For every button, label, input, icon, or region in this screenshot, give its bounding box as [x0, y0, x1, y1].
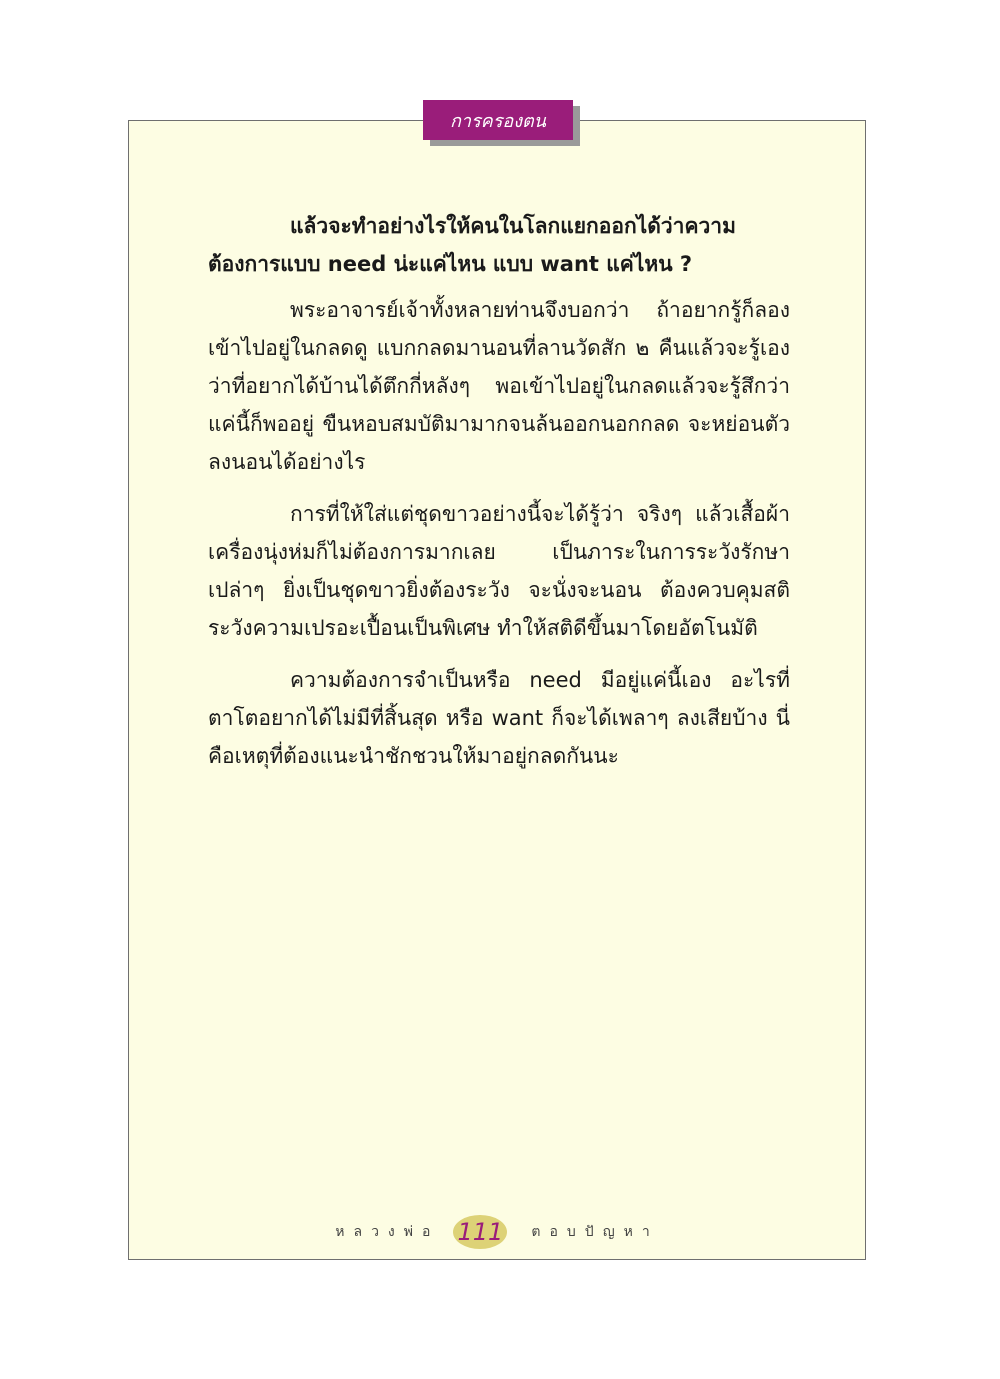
paragraph-2: การที่ให้ใส่แต่ชุดขาวอย่างนี้จะได้รู้ว่า จริงๆ แล้วเสื้อผ้าเครื่องนุ่งห่มก็ไม่ต้องการมากเลย เป็นภาระในการระวังรักษาเปล่าๆ ยิ่งเป็นชุดขาวยิ่งต้องระวัง จะนั่งจะนอน ต้องควบคุมสติ ระวังความเปรอะเปื้อนเป็นพิเศษ ทำให้สติดีขึ้นมาโดยอัตโนมัติ [208, 502, 790, 640]
paragraph-1: พระอาจารย์เจ้าทั้งหลายท่านจึงบอกว่า ถ้าอยากรู้ก็ลองเข้าไปอยู่ในกลดดู แบกกลดมานอนที่ลานวัดสัก ๒ คืนแล้วจะรู้เองว่าที่อยากได้บ้านได้ตึกกี่หลังๆ พอเข้าไปอยู่ในกลดแล้วจะรู้สึกว่า แค่นี้ก็พออยู่ ขืนหอบสมบัติมามากจนล้นออกนอกกลด จะหย่อนตัวลงนอนได้อย่างไร [208, 298, 790, 474]
section-title-tab [423, 100, 573, 140]
footer-book-title-left: หลวงพ่อ [335, 1224, 440, 1240]
footer-book-title-right: ตอบปัญหา [531, 1224, 659, 1240]
page-number-badge [453, 1215, 507, 1249]
section-title: การครองตน [450, 110, 546, 132]
paragraph-3: ความต้องการจำเป็นหรือ need มีอยู่แค่นี้เอง อะไรที่ตาโตอยากได้ไม่มีที่สิ้นสุด หรือ want ก็จะได้เพลาๆ ลงเสียบ้าง นี่คือเหตุที่ต้องแนะนำชักชวนให้มาอยู่กลดกันนะ [208, 668, 790, 768]
article-body [208, 207, 790, 789]
page-footer [128, 1212, 866, 1252]
page-number: 111 [457, 1218, 504, 1246]
question-heading: แล้วจะทำอย่างไรให้คนในโลกแยกออกได้ว่าความต้องการแบบ need น่ะแค่ไหน แบบ want แค่ไหน ? [208, 214, 736, 276]
